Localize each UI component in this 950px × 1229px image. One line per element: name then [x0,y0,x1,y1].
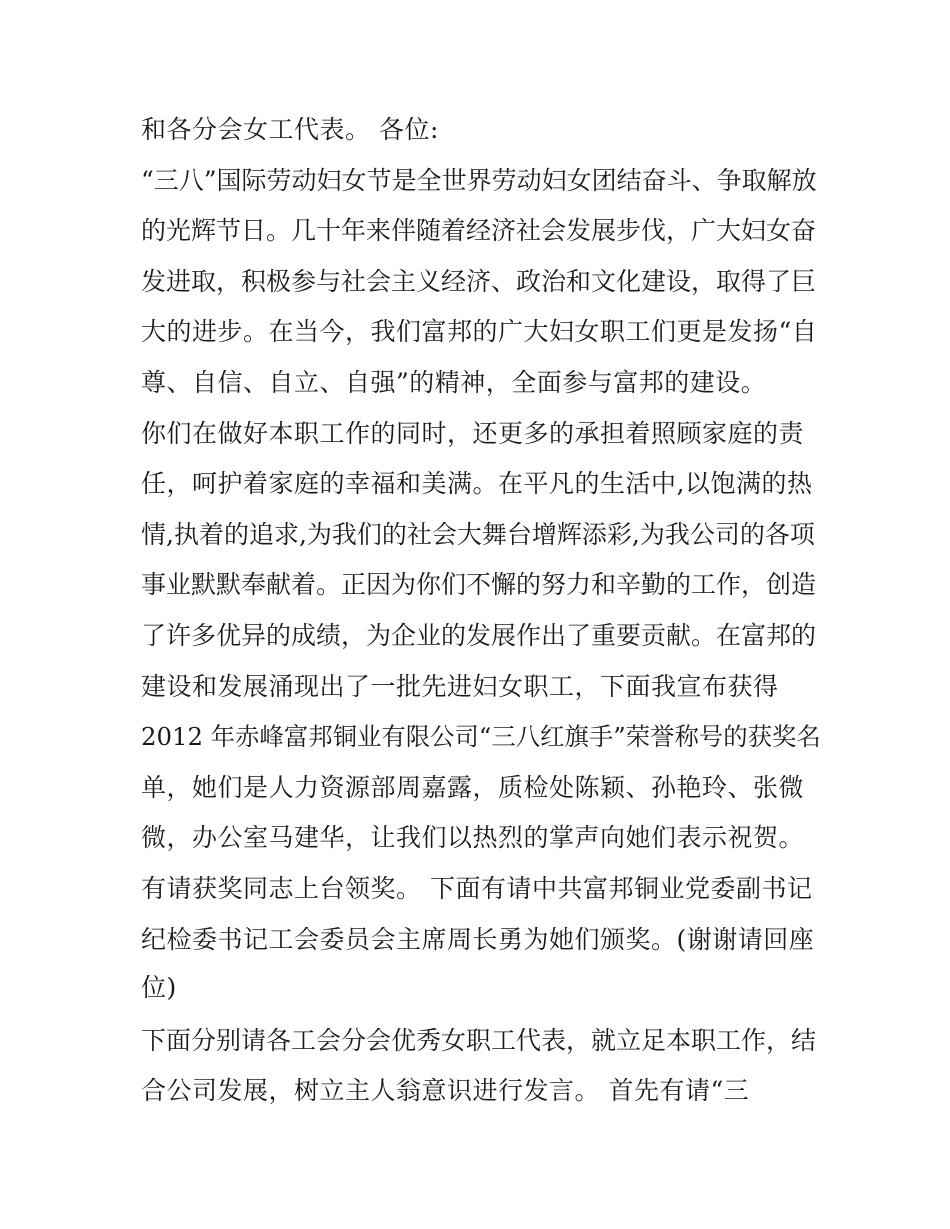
text-line-14: 单，她们是人力资源部周嘉露，质检处陈颖、孙艳玲、张微 [141,773,805,802]
text-line-2: “三八”国际劳动妇女节是全世界劳动妇女团结奋斗、争取解放 [141,166,817,195]
text-line-3: 的光辉节日。几十年来伴随着经济社会发展步伐，广大妇女奋 [141,216,817,245]
text-line-18: 位) [141,973,177,1002]
text-line-6: 尊、自信、自立、自强”的精神，全面参与富邦的建设。 [141,368,767,397]
text-line-11: 了许多优异的成绩，为企业的发展作出了重要贡献。在富邦的 [141,621,817,650]
text-line-9: 情,执着的追求,为我们的社会大舞台增辉添彩,为我公司的各项 [141,520,815,549]
text-line-20: 合公司发展，树立主人翁意识进行发言。 首先有请“三 [141,1076,750,1105]
text-line-7: 你们在做好本职工作的同时，还更多的承担着照顾家庭的责 [141,419,805,448]
text-line-4: 发进取，积极参与社会主义经济、政治和文化建设，取得了巨 [141,267,817,296]
text-line-17: 纪检委书记工会委员会主席周长勇为她们颁奖。(谢谢请回座 [141,925,815,954]
text-line-8: 任，呵护着家庭的幸福和美满。在平凡的生活中,以饱满的热 [141,469,813,498]
text-line-15: 微，办公室马建华，让我们以热烈的掌声向她们表示祝贺。 [141,823,805,852]
text-line-5: 大的进步。在当今，我们富邦的广大妇女职工们更是发扬“自 [141,317,818,346]
text-line-13: 2012 年赤峰富邦铜业有限公司“三八红旗手”荣誉称号的获奖名 [141,722,821,751]
text-line-1: 和各分会女工代表。 各位: [141,115,439,144]
text-line-10: 事业默默奉献着。正因为你们不懈的努力和辛勤的工作，创造 [141,570,817,599]
text-line-12: 建设和发展涌现出了一批先进妇女职工，下面我宣布获得 [141,672,779,701]
text-line-16: 有请获奖同志上台领奖。 下面有请中共富邦铜业党委副书记 [141,874,813,903]
text-line-19: 下面分别请各工会分会优秀女职工代表，就立足本职工作，结 [141,1026,817,1055]
